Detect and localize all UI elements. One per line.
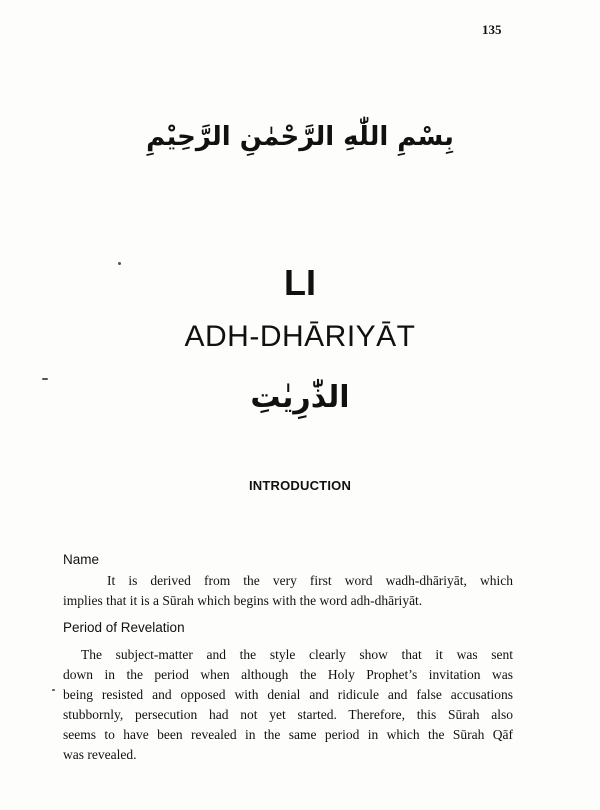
revelation-paragraph bbox=[63, 645, 513, 765]
revelation-paragraph-line: being resisted and opposed with denial and ridicule and false accusations bbox=[63, 687, 513, 702]
surah-title-arabic: الذّٰرِيٰتِ bbox=[250, 380, 350, 415]
revelation-paragraph-line: down in the period when although the Holy Prophet’s invitation was bbox=[63, 667, 513, 682]
surah-number: LI bbox=[284, 262, 316, 303]
page-number: 135 bbox=[482, 22, 502, 37]
revelation-paragraph-line: The subject-matter and the style clearly show that it was sent bbox=[81, 647, 513, 662]
scan-speck bbox=[52, 689, 55, 691]
revelation-paragraph-line: seems to have been revealed in the same period in which the Sūrah Qāf bbox=[63, 727, 513, 742]
introduction-heading: INTRODUCTION bbox=[248, 478, 352, 493]
name-paragraph bbox=[63, 571, 513, 611]
surah-title: ADH-DHĀRIYĀT bbox=[184, 320, 416, 353]
name-subheading: Name bbox=[63, 552, 100, 567]
revelation-paragraph-line: was revealed. bbox=[63, 747, 137, 762]
name-paragraph-line: implies that it is a Sūrah which begins with the word adh-dhāriyāt. bbox=[63, 593, 423, 608]
revelation-paragraph-line: stubbornly, persecution had not yet started. Therefore, this Sūrah also bbox=[63, 707, 513, 722]
period-of-revelation-subheading: Period of Revelation bbox=[63, 620, 185, 635]
basmala-heading: بِسْمِ اللّٰهِ الرَّحْمٰنِ الرَّحِيْمِ bbox=[146, 122, 454, 152]
scan-speck bbox=[42, 378, 48, 380]
scan-speck bbox=[118, 262, 121, 265]
name-paragraph-line: It is derived from the very first word wadh-dhāriyāt, which bbox=[107, 573, 513, 588]
